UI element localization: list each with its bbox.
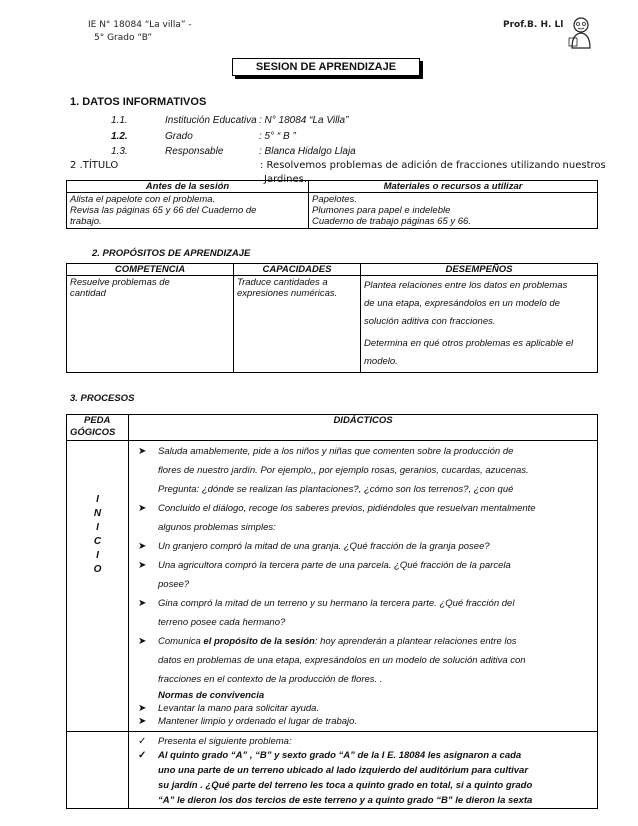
inicio-content <box>129 441 598 732</box>
table-header: DIDÁCTICOS <box>129 415 598 441</box>
table-header: DESEMPEÑOS <box>361 264 598 276</box>
desarrollo-content <box>129 732 598 809</box>
cell-line: Plumones para papel e indeleble <box>312 205 451 216</box>
school-name: IE N° 18084 “La villa” - <box>88 20 192 30</box>
table-header: COMPETENCIA <box>67 264 234 276</box>
header-line: PEDA <box>84 415 111 426</box>
header-line: GÓGICOS <box>70 427 116 438</box>
item-line: Al quinto grado “A” , “B” y sexto grado “A” de la I E. 18084 les asignaron a cada <box>158 750 522 761</box>
section1-heading: 1. DATOS INFORMATIVOS <box>70 96 207 108</box>
cell-line: de una etapa, expresándolos en un modelo de <box>364 298 560 309</box>
cell-line: Determina en qué otros problemas es aplicable el <box>364 338 574 349</box>
processes-table <box>66 414 598 809</box>
table-header: Antes de la sesión <box>67 181 309 193</box>
info-label: Responsable <box>165 146 224 157</box>
item-line: algunos problemas simples: <box>158 522 276 533</box>
titulo-value: : Resolvemos problemas de adición de fracciones utilizando nuestros <box>260 160 606 171</box>
item-line: uno una parte de un terreno ubicado al lado izquierdo del auditórium para cultivar <box>158 765 529 776</box>
arrow-bullet-icon: ➤ <box>138 503 147 514</box>
table-header: Materiales o recursos a utilizar <box>309 181 598 193</box>
teacher-cartoon-icon <box>566 16 596 50</box>
section2-heading: 2. PROPÓSITOS DE APRENDIZAJE <box>92 248 251 259</box>
item-line: posee? <box>158 579 190 590</box>
item-line: Saluda amablemente, pide a los niños y niñas que comenten sobre la producción de <box>158 446 514 457</box>
table-cell <box>67 193 309 229</box>
cell-line: expresiones numéricas. <box>237 288 338 299</box>
phase-cell <box>67 441 129 732</box>
list-item <box>138 715 594 728</box>
cell-line: trabajo. <box>70 216 102 227</box>
list-item <box>138 632 594 689</box>
info-num: 1.1. <box>111 115 128 126</box>
list-item <box>138 594 594 632</box>
titulo-value-cont: Jardines. <box>264 174 308 185</box>
item-line: Levantar la mano para solicitar ayuda. <box>158 703 320 714</box>
info-label: Grado <box>165 131 193 142</box>
info-value: : 5° “ B ” <box>259 131 296 142</box>
titulo-label: 2 .TÍTULO <box>70 160 119 171</box>
info-value: : Blanca Hidalgo Llaja <box>259 146 356 157</box>
cell-line: Revisa las páginas 65 y 66 del Cuaderno de <box>70 205 257 216</box>
arrow-bullet-icon: ➤ <box>138 598 147 609</box>
item-line: Presenta el siguiente problema: <box>158 736 292 747</box>
list-item <box>138 735 594 748</box>
list-item <box>138 748 594 808</box>
info-label: Institución Educativa <box>165 115 257 126</box>
arrow-bullet-icon: ➤ <box>138 716 147 727</box>
table-cell <box>309 193 598 229</box>
cell-line: Cuaderno de trabajo páginas 65 y 66. <box>312 216 471 227</box>
item-line: Gina compró la mitad de un terreno y su hermano la tercera parte. ¿Qué fracción del <box>158 598 515 609</box>
item-line <box>158 632 594 651</box>
cell-line: Papelotes. <box>312 194 357 205</box>
item-line: terreno posee cada hermano? <box>158 617 286 628</box>
purposes-table <box>66 263 598 373</box>
cell-line: Resuelve problemas de <box>70 277 170 288</box>
item-line: flores de nuestro jardín. Por ejemplo,, por ejemplo rosas, geranios, cucardas, azucenas. <box>158 465 529 476</box>
cell-line: cantidad <box>70 288 106 299</box>
list-item <box>138 537 594 556</box>
author-label: Prof.B. H. Ll <box>503 20 564 30</box>
page-title: SESION DE APRENDIZAJE <box>232 58 420 76</box>
check-bullet-icon: ✓ <box>138 750 147 761</box>
phase-letter: O <box>93 564 102 575</box>
item-line: “A” le dieron los dos tercios de este terreno y a quinto grado “B” le dieron la sexta <box>158 795 533 806</box>
info-num: 1.3. <box>111 146 128 157</box>
item-line: su jardín . ¿Qué parte del terreno les toca a quinto grado en total, si a quinto grado <box>158 780 533 791</box>
cell-line: modelo. <box>364 356 398 367</box>
section3-heading: 3. PROCESOS <box>70 393 135 404</box>
list-item <box>138 499 594 537</box>
phase-letter: I <box>96 494 99 505</box>
phase-letter: N <box>93 508 102 519</box>
item-line: Mantener limpio y ordenado el lugar de trabajo. <box>158 716 358 727</box>
cell-line: Alista el papelote con el problema. <box>70 194 216 205</box>
list-item <box>138 556 594 594</box>
list-item <box>138 702 594 715</box>
item-line: Pregunta: ¿dónde se realizan las plantaciones?, ¿cómo son los terrenos?, ¿con qué <box>158 484 514 495</box>
arrow-bullet-icon: ➤ <box>138 703 147 714</box>
table-cell <box>361 276 598 373</box>
normas-title: Normas de convivencia <box>158 690 265 701</box>
check-bullet-icon: ✓ <box>138 736 147 747</box>
info-num: 1.2. <box>111 131 128 142</box>
item-line: datos en problemas de una etapa, expresándolos en un modelo de solución aditiva con <box>158 655 526 666</box>
arrow-bullet-icon: ➤ <box>138 560 147 571</box>
comunica-text: : hoy aprenderán a plantear relaciones entre los <box>314 636 517 647</box>
item-line: Una agricultora compró la tercera parte de una parcela. ¿Qué fracción de la parcela <box>158 560 511 571</box>
info-value: : N° 18084 “La Villa” <box>259 115 349 126</box>
table-header <box>67 415 129 441</box>
cell-line: Traduce cantidades a <box>237 277 328 288</box>
cell-line: Plantea relaciones entre los datos en problemas <box>364 280 568 291</box>
phase-letter: I <box>96 522 99 533</box>
materials-table <box>66 180 598 229</box>
purpose-emphasis: el propósito de la sesión <box>203 636 315 647</box>
phase-letter: I <box>96 550 99 561</box>
cell-line: solución aditiva con fracciones. <box>364 316 496 327</box>
table-header: CAPACIDADES <box>234 264 361 276</box>
phase-letter: C <box>93 536 102 547</box>
phase-cell <box>67 732 129 809</box>
grade-label: 5° Grado “B” <box>94 33 153 43</box>
item-line: fracciones en el contexto de la producción de flores. . <box>158 674 383 685</box>
arrow-bullet-icon: ➤ <box>138 541 147 552</box>
item-line: Concluido el diálogo, recoge los saberes previos, pidiéndoles que resuelvan mentalmente <box>158 503 536 514</box>
comunica-text: Comunica <box>158 636 204 647</box>
item-line: Un granjero compró la mitad de una granja. ¿Qué fracción de la granja posee? <box>158 541 490 552</box>
arrow-bullet-icon: ➤ <box>138 636 147 647</box>
arrow-bullet-icon: ➤ <box>138 446 147 457</box>
list-item <box>138 442 594 499</box>
table-cell <box>67 276 234 373</box>
table-cell <box>234 276 361 373</box>
